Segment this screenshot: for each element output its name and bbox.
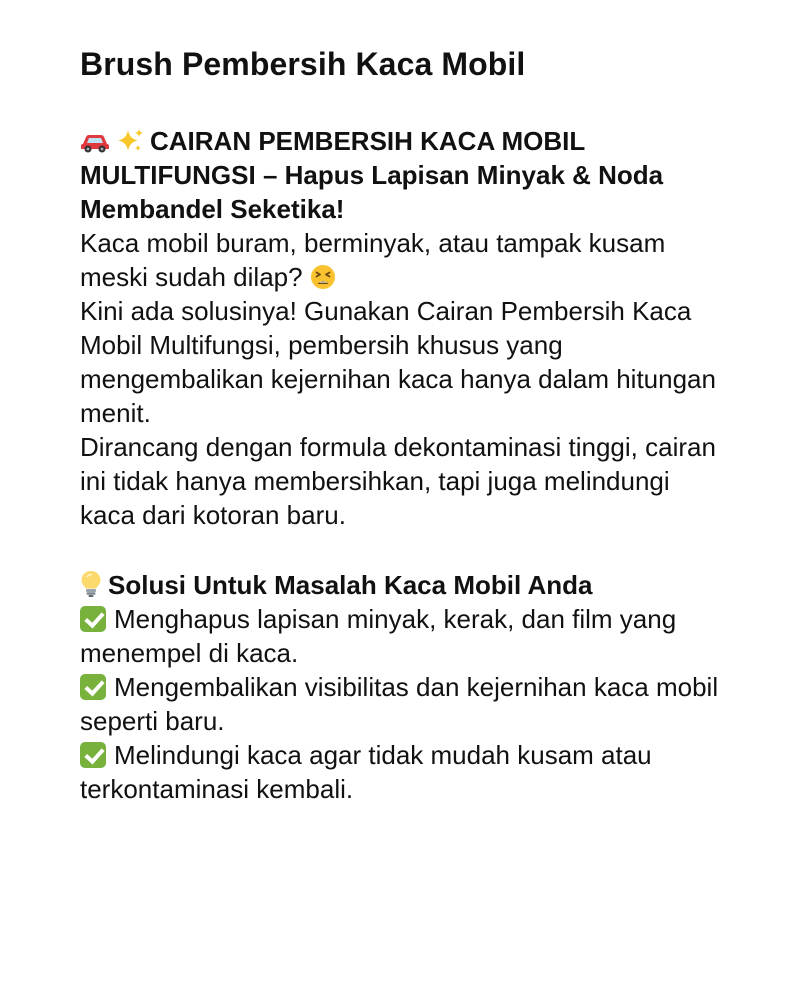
check-mark-icon <box>80 742 106 768</box>
tired-face-icon <box>310 264 336 290</box>
page-title: Brush Pembersih Kaca Mobil <box>80 46 526 82</box>
light-bulb-icon <box>80 570 102 598</box>
solution-item <box>80 670 728 738</box>
solution-heading-text: Solusi Untuk Masalah Kaca Mobil Anda <box>108 570 593 600</box>
paragraph-solution: Kini ada solusinya! Gunakan Cairan Pembersih Kaca Mobil Multifungsi, pembersih khusus yang mengembalikan kejernihan kaca hanya dalam hitungan menit. <box>80 296 716 428</box>
solution-item <box>80 602 728 670</box>
solution-item-text: Melindungi kaca agar tidak mudah kusam atau terkontaminasi kembali. <box>80 740 652 804</box>
solution-heading <box>80 568 728 602</box>
check-mark-icon <box>80 606 106 632</box>
sparkles-icon <box>116 128 144 154</box>
intro-paragraph <box>80 226 728 294</box>
solution-item-text: Menghapus lapisan minyak, kerak, dan film yang menempel di kaca. <box>80 604 677 668</box>
solution-item <box>80 738 728 806</box>
car-icon <box>80 130 110 154</box>
solution-item-text: Mengembalikan visibilitas dan kejernihan kaca mobil seperti baru. <box>80 672 719 736</box>
intro-text: Kaca mobil buram, berminyak, atau tampak kusam meski sudah dilap? <box>80 228 666 292</box>
headline <box>80 124 728 226</box>
paragraph-formula: Dirancang dengan formula dekontaminasi tinggi, cairan ini tidak hanya membersihkan, tapi juga melindungi kaca dari kotoran baru. <box>80 432 716 530</box>
check-mark-icon <box>80 674 106 700</box>
headline-text: CAIRAN PEMBERSIH KACA MOBIL MULTIFUNGSI – Hapus Lapisan Minyak & Noda Membandel Seketika! <box>80 126 664 224</box>
